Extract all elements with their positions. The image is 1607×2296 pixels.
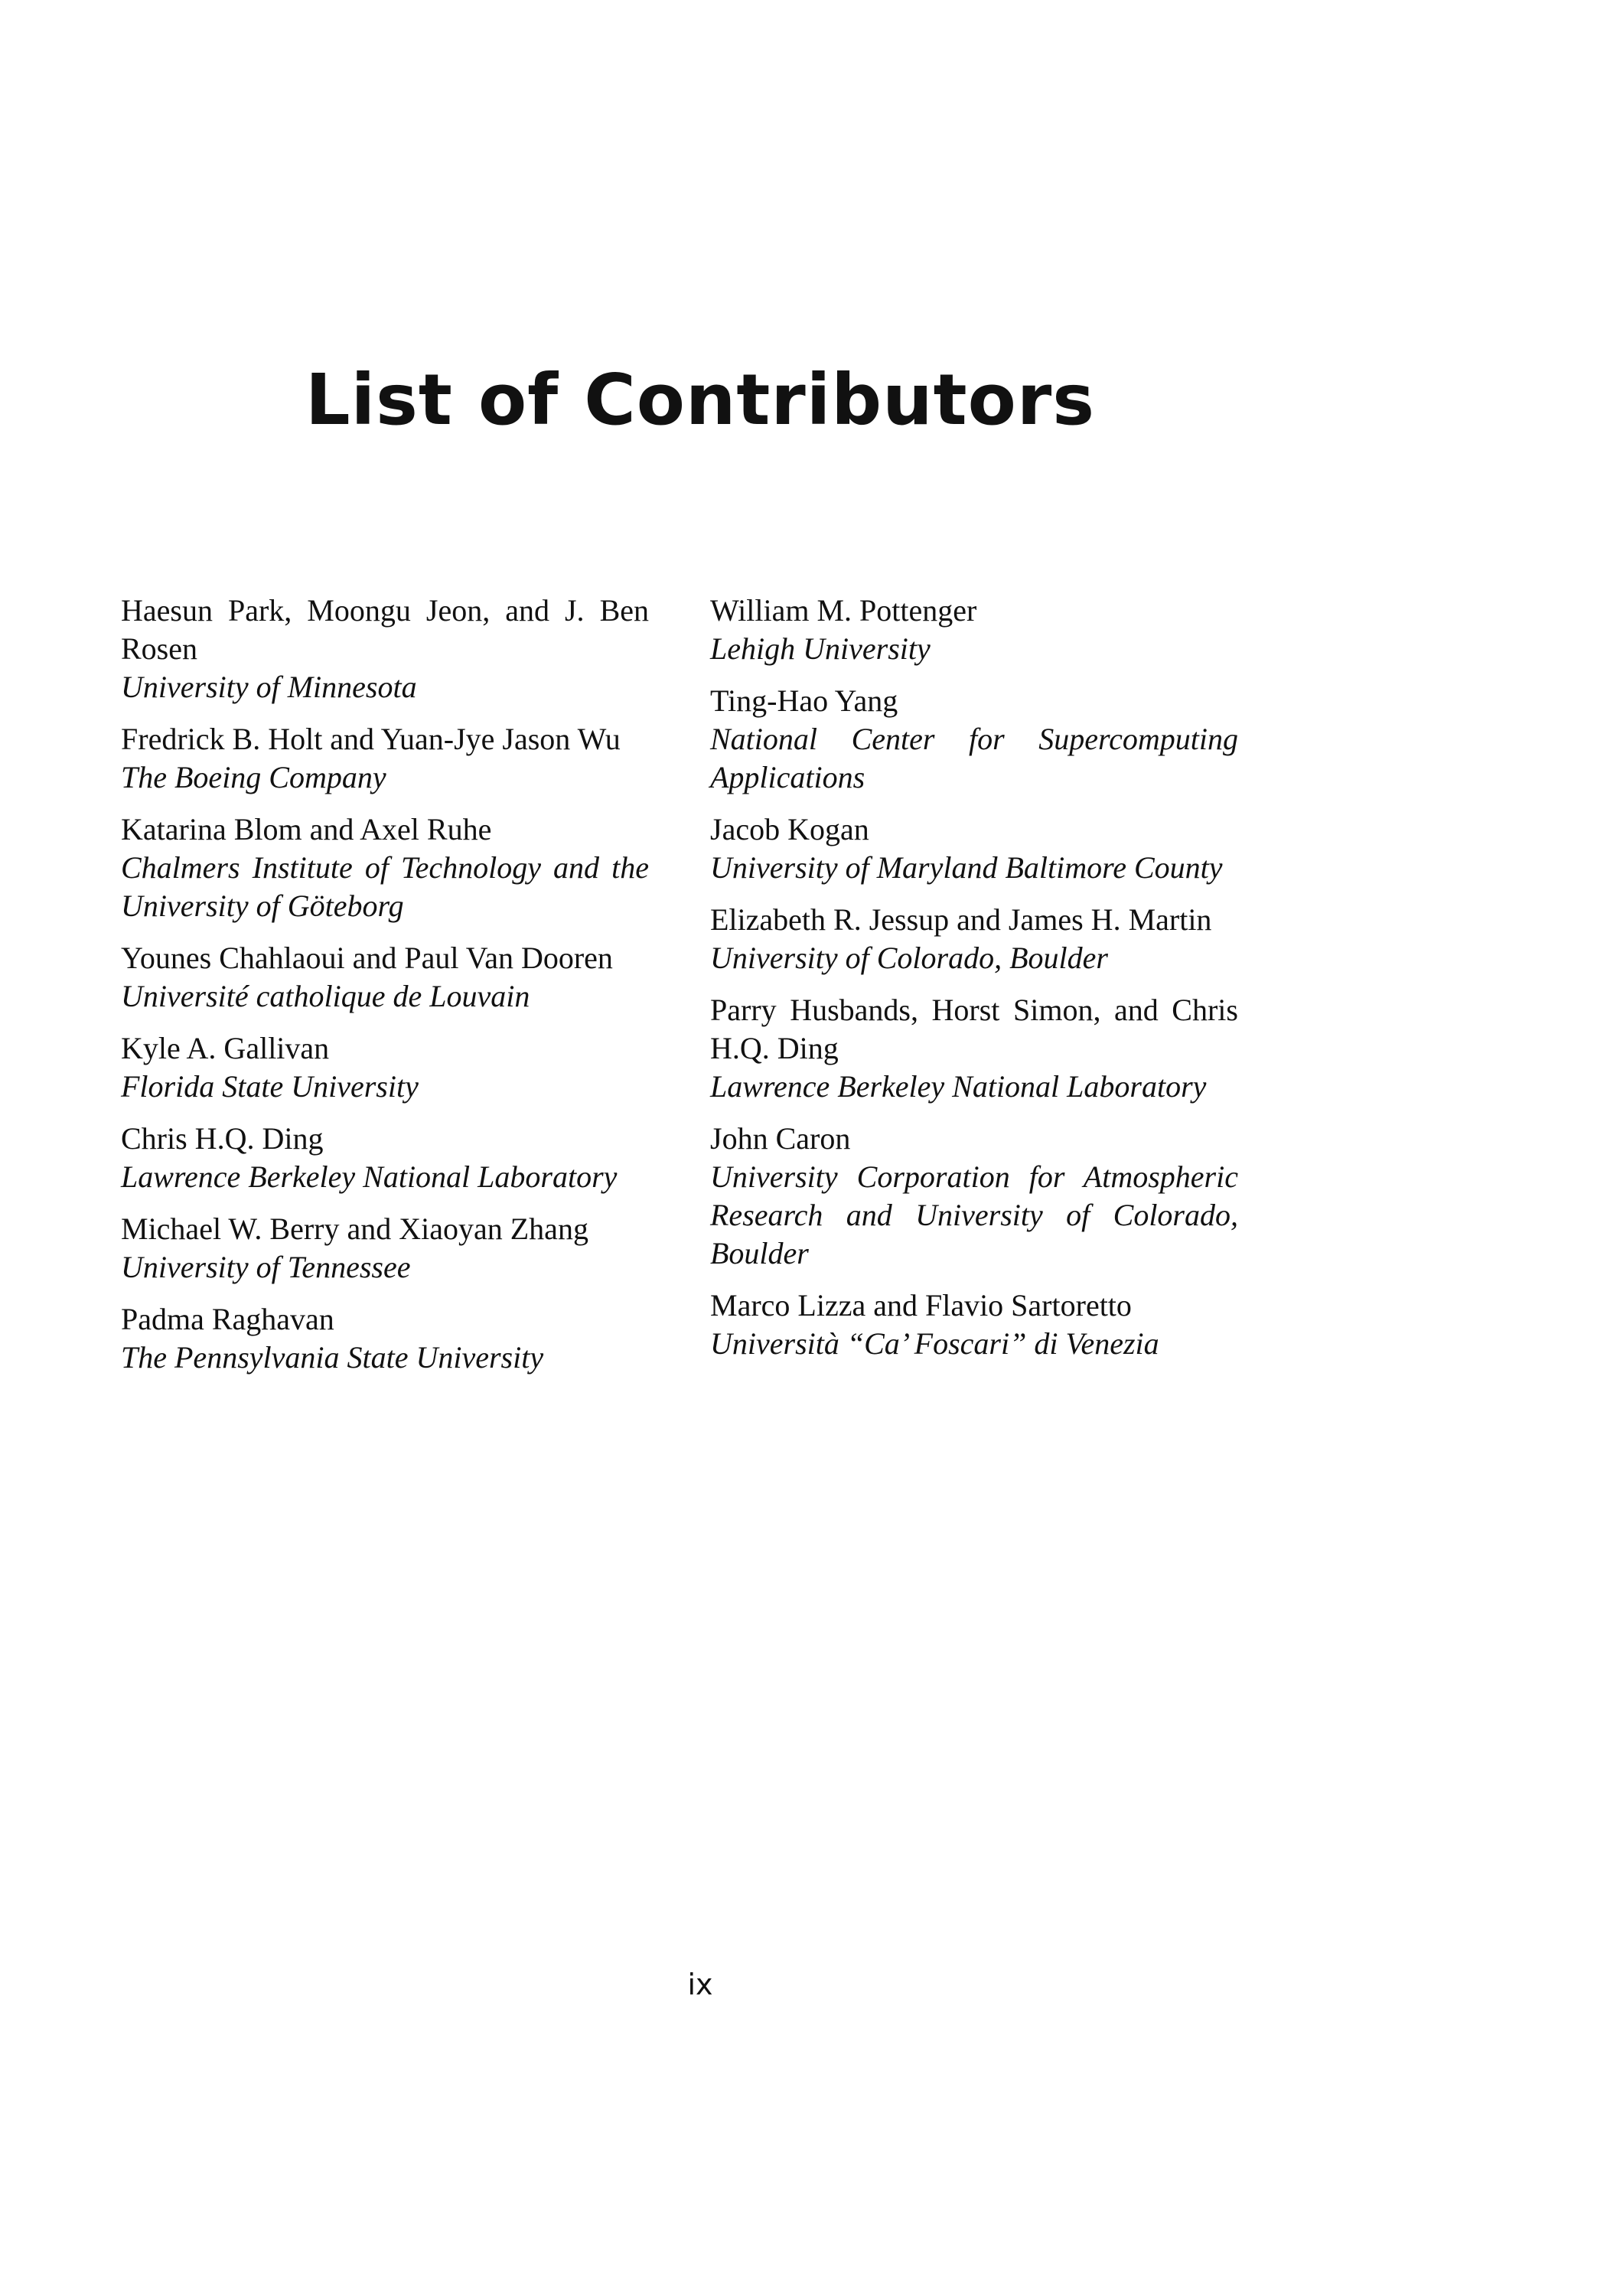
- contributor-entry: [121, 1210, 649, 1287]
- contributor-names: John Caron: [710, 1121, 851, 1156]
- contributor-entry: [710, 682, 1238, 797]
- contributor-entry: [710, 901, 1238, 977]
- contributor-names: Parry Husbands, Horst Simon, and Chris H.Q. Ding: [710, 993, 1238, 1065]
- contributor-affiliation: Lawrence Berkeley National Laboratory: [121, 1159, 618, 1194]
- contributor-entry: [121, 1300, 649, 1377]
- contributor-names: Younes Chahlaoui and Paul Van Dooren: [121, 941, 613, 975]
- contributor-entry: [710, 592, 1238, 668]
- contributor-affiliation: Florida State University: [121, 1069, 419, 1104]
- contributor-affiliation: National Center for Supercomputing Applications: [710, 722, 1238, 794]
- contributor-names: Kyle A. Gallivan: [121, 1031, 330, 1065]
- contributor-names: Katarina Blom and Axel Ruhe: [121, 812, 492, 846]
- contributor-entry: [121, 1120, 649, 1196]
- contributor-affiliation: Université catholique de Louvain: [121, 979, 530, 1013]
- contributor-entry: [710, 810, 1238, 887]
- contributor-names: William M. Pottenger: [710, 593, 977, 628]
- page-title: List of Contributors: [305, 359, 1095, 441]
- contributor-names: Chris H.Q. Ding: [121, 1121, 324, 1156]
- contributor-affiliation: University of Tennessee: [121, 1250, 411, 1284]
- contributor-entry: [710, 1287, 1238, 1363]
- contributor-affiliation: University of Maryland Baltimore County: [710, 850, 1223, 885]
- contributor-names: Ting-Hao Yang: [710, 683, 898, 718]
- contributor-names: Elizabeth R. Jessup and James H. Martin: [710, 902, 1212, 937]
- contributor-affiliation: University Corporation for Atmospheric Research and University of Colorado, Boulder: [710, 1159, 1238, 1270]
- contributor-names: Haesun Park, Moongu Jeon, and J. Ben Rosen: [121, 593, 649, 666]
- contributor-affiliation: University of Minnesota: [121, 670, 417, 704]
- contributor-affiliation: The Pennsylvania State University: [121, 1340, 544, 1375]
- contributor-entry: [121, 592, 649, 706]
- contributor-entry: [121, 810, 649, 925]
- contributor-entry: [121, 939, 649, 1016]
- contributor-names: Padma Raghavan: [121, 1302, 334, 1336]
- contributors-right-column: [710, 592, 1238, 1377]
- contributor-names: Jacob Kogan: [710, 812, 869, 846]
- contributor-names: Fredrick B. Holt and Yuan-Jye Jason Wu: [121, 722, 621, 756]
- contributor-names: Marco Lizza and Flavio Sartoretto: [710, 1288, 1132, 1322]
- contributor-affiliation: University of Colorado, Boulder: [710, 941, 1108, 975]
- contributor-entry: [710, 991, 1238, 1106]
- contributor-names: Michael W. Berry and Xiaoyan Zhang: [121, 1212, 588, 1246]
- contributor-entry: [710, 1120, 1238, 1273]
- page-number: ix: [687, 1968, 713, 2001]
- contributor-entry: [121, 720, 649, 797]
- contributor-entry: [121, 1029, 649, 1106]
- contributor-affiliation: Lehigh University: [710, 631, 931, 666]
- contributor-affiliation: The Boeing Company: [121, 760, 386, 794]
- contributors-left-column: [121, 592, 649, 1391]
- contributor-affiliation: Lawrence Berkeley National Laboratory: [710, 1069, 1207, 1104]
- contributor-affiliation: Università “Ca’ Foscari” di Venezia: [710, 1326, 1159, 1361]
- contributor-affiliation: Chalmers Institute of Technology and the University of Göteborg: [121, 850, 649, 923]
